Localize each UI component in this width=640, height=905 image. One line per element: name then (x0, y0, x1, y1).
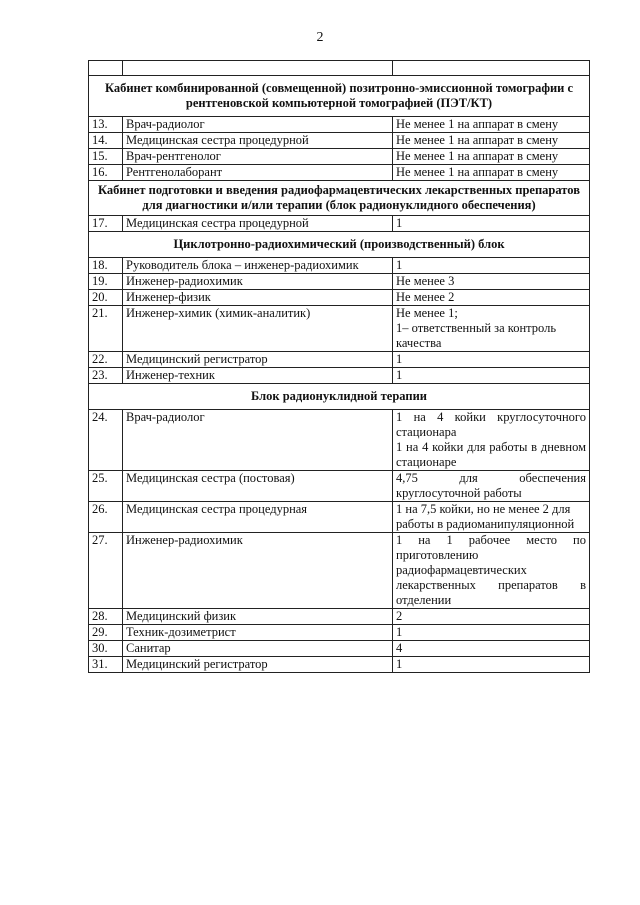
table-row (89, 165, 590, 181)
table-row (89, 625, 590, 641)
position-name: Врач-рентгенолог (123, 149, 393, 165)
position-name: Инженер-физик (123, 290, 393, 306)
section-title: Кабинет подготовки и введения радиофармацевтических лекарственных препаратов для диагностики и/или терапии (блок радионуклидного обеспечения) (89, 181, 590, 216)
staff-norm: Не менее 3 (393, 274, 590, 290)
position-name: Инженер-радиохимик (123, 533, 393, 609)
blank-header-row (89, 61, 590, 76)
staff-norm: Не менее 1; 1– ответственный за контроль качества (393, 306, 590, 352)
row-number: 29. (89, 625, 123, 641)
position-name: Врач-радиолог (123, 410, 393, 471)
table-row (89, 352, 590, 368)
table-row (89, 306, 590, 352)
position-name: Медицинский физик (123, 609, 393, 625)
position-name: Санитар (123, 641, 393, 657)
row-number: 19. (89, 274, 123, 290)
staff-norm: 4 (393, 641, 590, 657)
table-row (89, 410, 590, 471)
staff-norm: 1 (393, 352, 590, 368)
section-header (89, 232, 590, 258)
table-row (89, 641, 590, 657)
row-number: 14. (89, 133, 123, 149)
staff-norm: Не менее 2 (393, 290, 590, 306)
staff-norm: 1 (393, 625, 590, 641)
section-header (89, 384, 590, 410)
position-name: Рентгенолаборант (123, 165, 393, 181)
row-number: 30. (89, 641, 123, 657)
position-name: Медицинская сестра процедурная (123, 502, 393, 533)
staff-norm: Не менее 1 на аппарат в смену (393, 165, 590, 181)
table-row (89, 258, 590, 274)
staff-norm: 2 (393, 609, 590, 625)
row-number: 26. (89, 502, 123, 533)
row-number: 28. (89, 609, 123, 625)
row-number: 24. (89, 410, 123, 471)
staff-norm: 1 на 7,5 койки, но не менее 2 для работы в радиоманипуляционной (393, 502, 590, 533)
table-row (89, 149, 590, 165)
row-number: 16. (89, 165, 123, 181)
table-row (89, 216, 590, 232)
row-number: 21. (89, 306, 123, 352)
staff-norm: 1 (393, 368, 590, 384)
staff-norm: 1 (393, 657, 590, 673)
table-row (89, 471, 590, 502)
row-number: 13. (89, 117, 123, 133)
staff-norm: 1 (393, 258, 590, 274)
section-header (89, 76, 590, 117)
position-name: Медицинская сестра процедурной (123, 133, 393, 149)
row-number: 22. (89, 352, 123, 368)
staff-norm: Не менее 1 на аппарат в смену (393, 117, 590, 133)
staff-norm: Не менее 1 на аппарат в смену (393, 133, 590, 149)
position-name: Руководитель блока – инженер-радиохимик (123, 258, 393, 274)
staffing-table-body (89, 61, 590, 673)
table-row (89, 117, 590, 133)
row-number: 23. (89, 368, 123, 384)
position-name: Врач-радиолог (123, 117, 393, 133)
position-name: Техник-дозиметрист (123, 625, 393, 641)
table-row (89, 133, 590, 149)
position-name: Инженер-радиохимик (123, 274, 393, 290)
staff-norm: 1 на 1 рабочее место по приготовлению радиофармацевтических лекарственных препаратов в отделении (393, 533, 590, 609)
row-number: 31. (89, 657, 123, 673)
page-number: 2 (316, 30, 324, 45)
section-title: Циклотронно-радиохимический (производственный) блок (89, 232, 590, 258)
position-name: Медицинский регистратор (123, 352, 393, 368)
section-header (89, 181, 590, 216)
row-number: 15. (89, 149, 123, 165)
table-row (89, 502, 590, 533)
table-row (89, 274, 590, 290)
position-name: Инженер-химик (химик-аналитик) (123, 306, 393, 352)
staff-norm: 4,75 для обеспечения круглосуточной работы (393, 471, 590, 502)
table-row (89, 657, 590, 673)
section-title: Блок радионуклидной терапии (89, 384, 590, 410)
position-name: Медицинский регистратор (123, 657, 393, 673)
position-name: Медицинская сестра процедурной (123, 216, 393, 232)
staff-norm: Не менее 1 на аппарат в смену (393, 149, 590, 165)
staff-norm: 1 (393, 216, 590, 232)
position-name: Инженер-техник (123, 368, 393, 384)
row-number: 27. (89, 533, 123, 609)
row-number: 18. (89, 258, 123, 274)
section-title: Кабинет комбинированной (совмещенной) позитронно-эмиссионной томографии с рентгеновской компьютерной томографией (ПЭТ/КТ) (89, 76, 590, 117)
staffing-table (88, 60, 590, 673)
staff-norm: 1 на 4 койки круглосуточного стационара 1 на 4 койки для работы в дневном стационаре (393, 410, 590, 471)
table-row (89, 609, 590, 625)
row-number: 17. (89, 216, 123, 232)
table-row (89, 533, 590, 609)
table-row (89, 368, 590, 384)
table-row (89, 290, 590, 306)
position-name: Медицинская сестра (постовая) (123, 471, 393, 502)
row-number: 20. (89, 290, 123, 306)
row-number: 25. (89, 471, 123, 502)
